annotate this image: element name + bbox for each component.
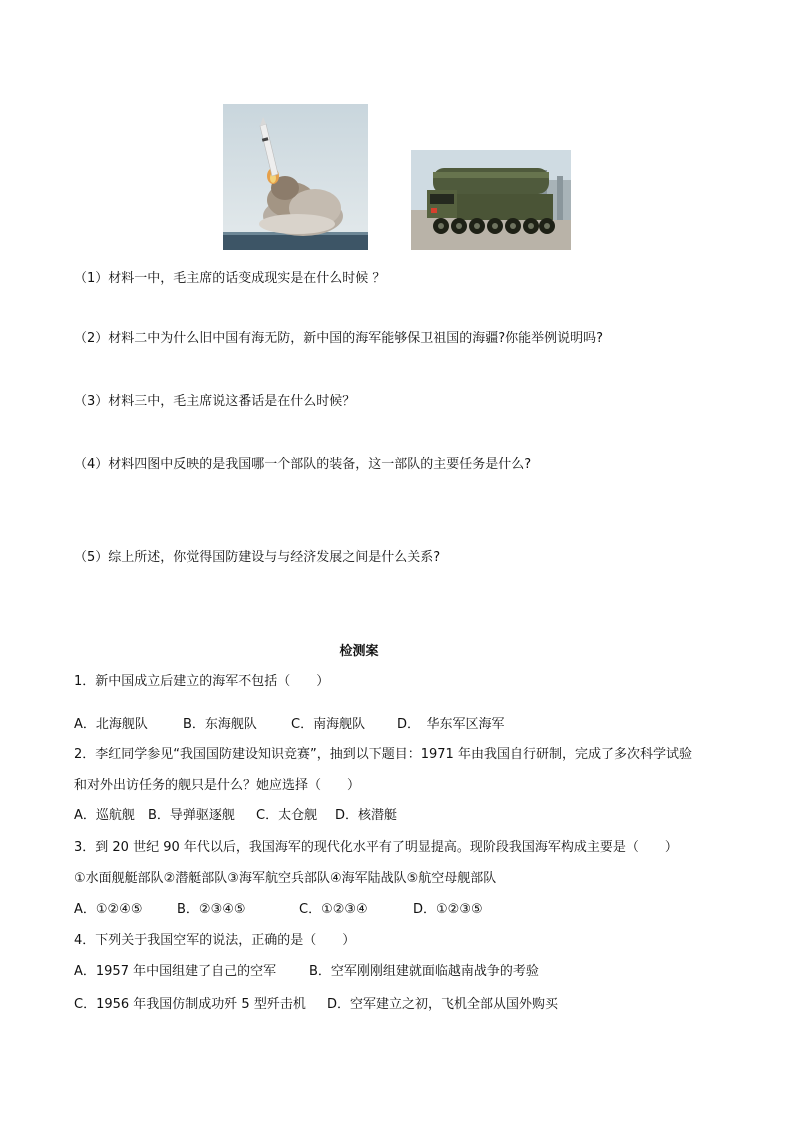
test-q1-stem: 1．新中国成立后建立的海军不包括（ ） xyxy=(74,674,330,689)
question-1: （1）材料一中，毛主席的话变成现实是在什么时候 ？ xyxy=(74,271,386,286)
missile-launch-photo xyxy=(223,104,368,250)
test-q2-stem-line2: 和对外出访任务的舰只是什么？她应选择（ ） xyxy=(74,778,361,793)
test-q4-stem: 4．下列关于我国空军的说法，正确的是（ ） xyxy=(74,933,356,948)
test-q1-options xyxy=(74,715,505,735)
test-q1-option-b: B．东海舰队 xyxy=(183,717,257,732)
test-q4-options-row2 xyxy=(74,995,558,1015)
question-5: （5）综上所述，你觉得国防建设与与经济发展之间是什么关系? xyxy=(74,550,441,565)
test-q2-stem-line1: 2．李红同学参见“我国国防建设知识竞赛”，抽到以下题目：1971 年由我国自行研制，完成了多次科学试验 xyxy=(74,747,692,762)
test-q2-option-c: C．太仓舰 xyxy=(256,808,318,823)
question-4: （4）材料四图中反映的是我国哪一个部队的装备，这一部队的主要任务是什么? xyxy=(74,457,532,472)
test-q3-stem: 3．到 20 世纪 90 年代以后，我国海军的现代化水平有了明显提高。现阶段我国海军构成主要是（ ） xyxy=(74,840,678,855)
test-q4-option-a: A．1957 年中国组建了自己的空军 xyxy=(74,964,277,979)
test-q3-items: ①水面舰艇部队②潜艇部队③海军航空兵部队④海军陆战队⑤航空母舰部队 xyxy=(74,871,497,886)
test-q1-option-a: A．北海舰队 xyxy=(74,717,148,732)
test-q2-options xyxy=(74,806,397,826)
test-q1-option-c: C．南海舰队 xyxy=(291,717,366,732)
test-q4-option-b: B．空军刚刚组建就面临越南战争的考验 xyxy=(309,964,539,979)
test-section-title: 检测案 xyxy=(339,644,379,659)
test-q4-option-d: D．空军建立之初，飞机全部从国外购买 xyxy=(327,997,559,1012)
test-q1-option-d: D． 华东军区海军 xyxy=(397,717,505,732)
test-q3-option-d: D．①②③⑤ xyxy=(413,902,483,917)
test-q4-option-c: C．1956 年我国仿制成功歼 5 型歼击机 xyxy=(74,997,306,1012)
test-q3-options xyxy=(74,900,483,920)
test-q2-option-a: A．巡航舰 xyxy=(74,808,135,823)
test-q2-option-d: D．核潜艇 xyxy=(335,808,398,823)
test-q3-option-a: A．①②④⑤ xyxy=(74,902,143,917)
test-q3-option-c: C．①②③④ xyxy=(299,902,368,917)
test-q2-option-b: B．导弹驱逐舰 xyxy=(148,808,235,823)
question-2: （2）材料二中为什么旧中国有海无防，新中国的海军能够保卫祖国的海疆?你能举例说明吗? xyxy=(74,331,604,346)
test-q4-options-row1 xyxy=(74,962,539,982)
test-q3-option-b: B．②③④⑤ xyxy=(177,902,246,917)
question-3: （3）材料三中，毛主席说这番话是在什么时候？ xyxy=(74,394,356,409)
missile-launcher-truck-photo xyxy=(411,150,571,250)
